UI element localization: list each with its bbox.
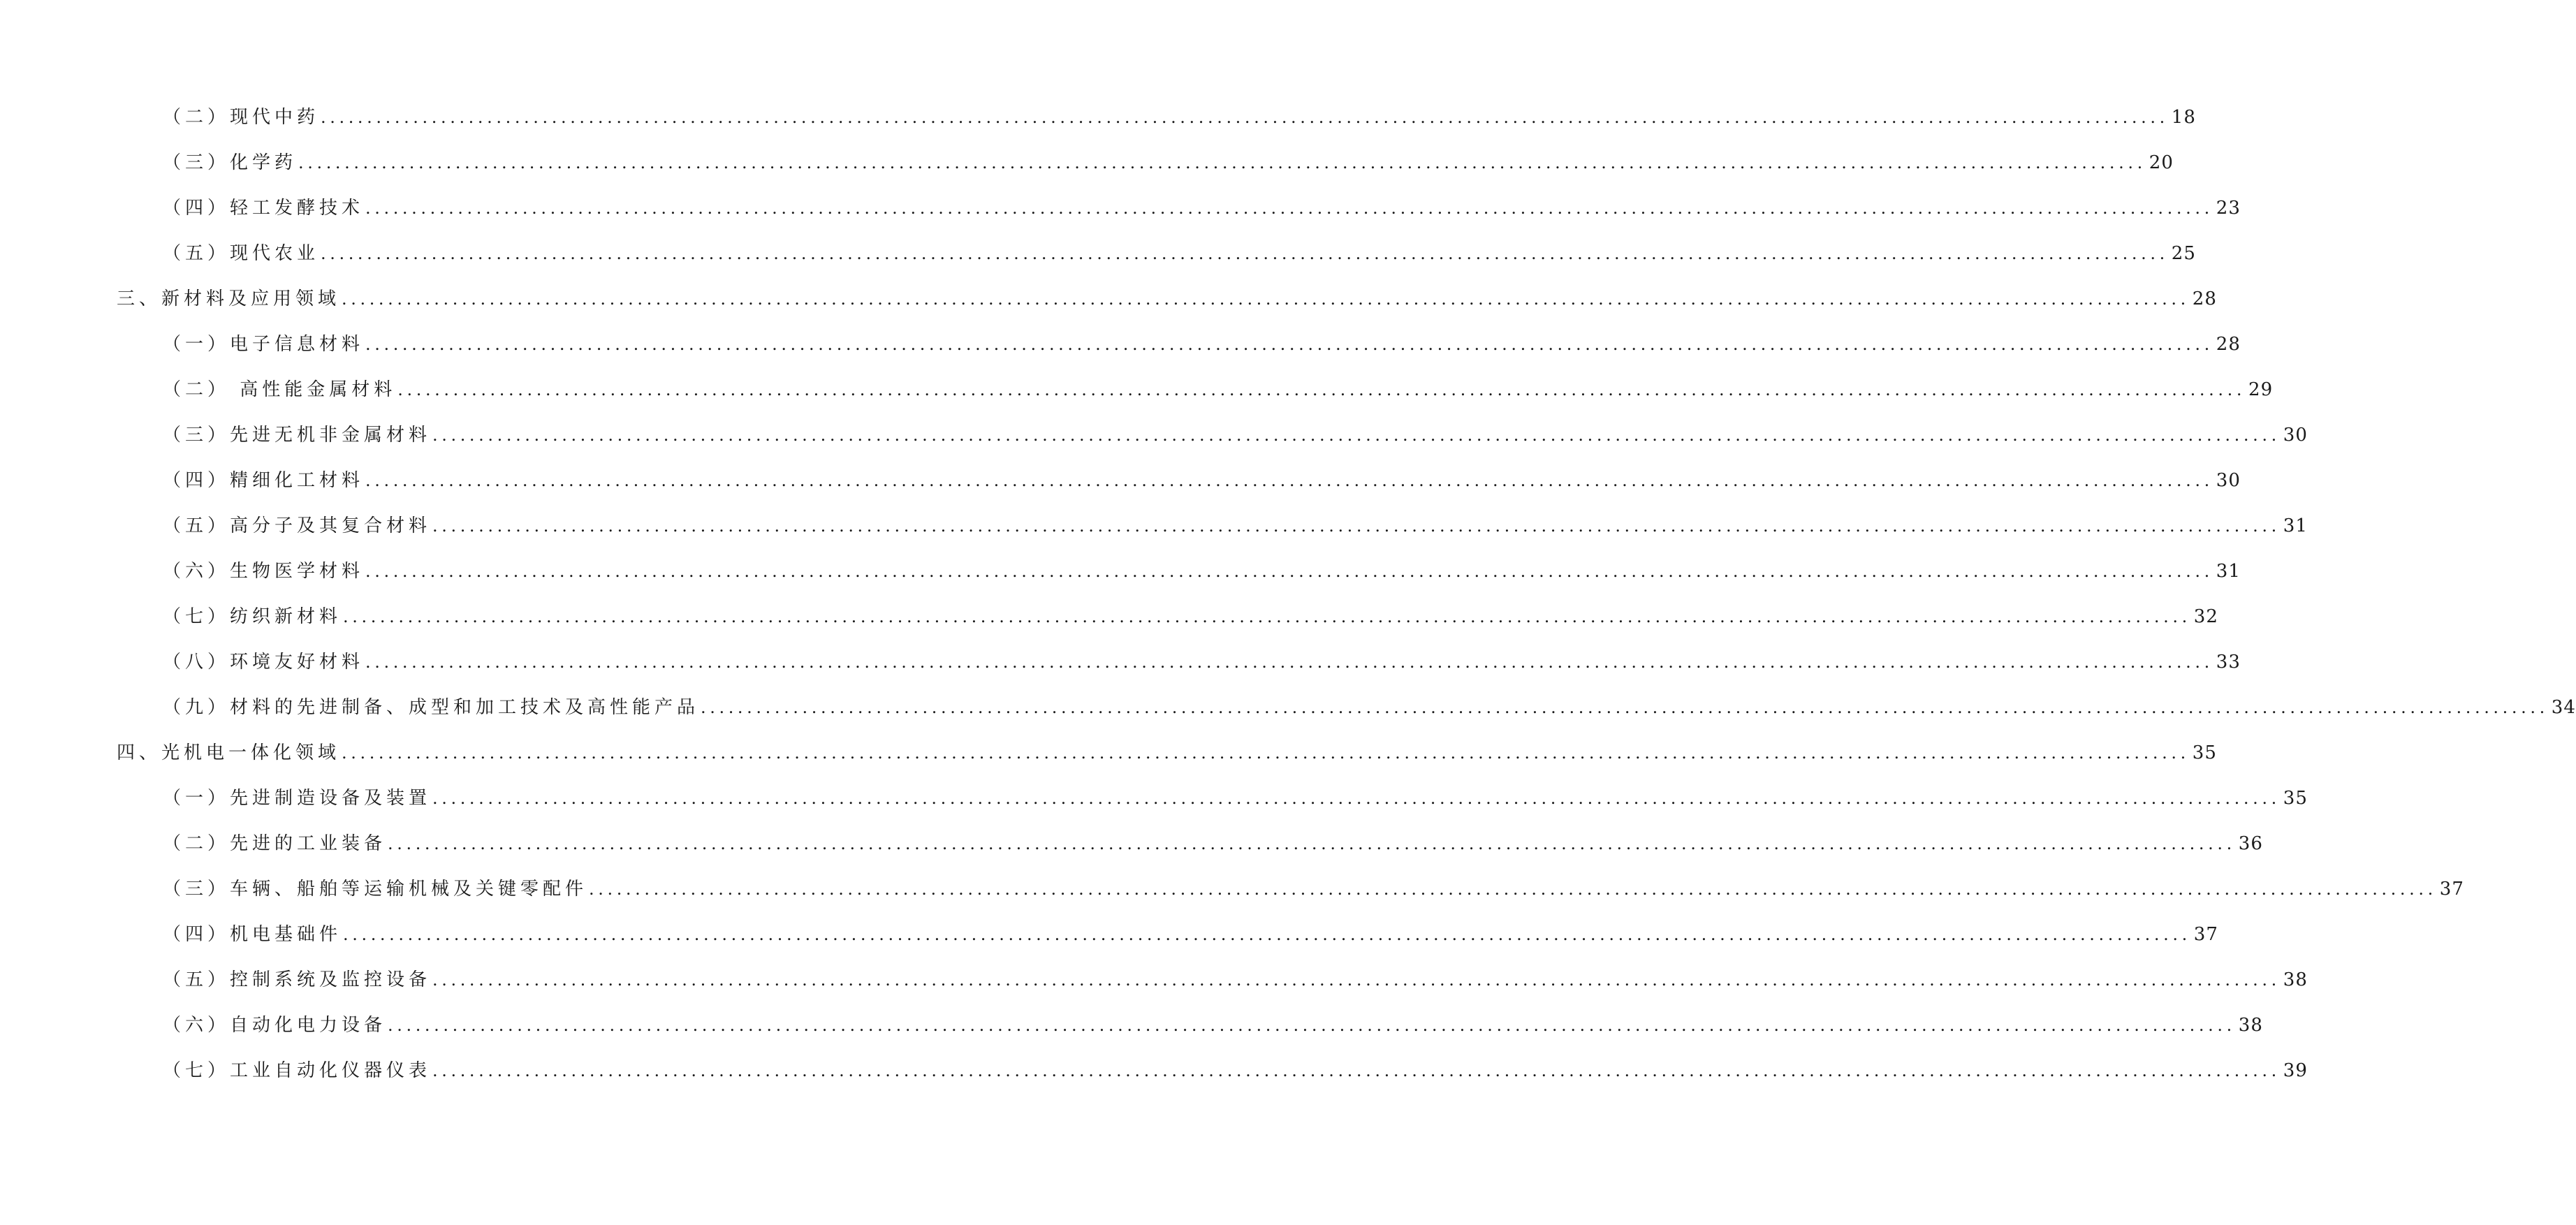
toc-page-number: 35 — [2192, 742, 2217, 763]
toc-subsection-entry[interactable] — [0, 379, 2274, 424]
toc-dot-leader: ........................................................................................................................................................................................................ — [343, 607, 2191, 626]
toc-subsection-entry[interactable] — [0, 787, 2308, 832]
toc-entry-title: （三）车辆、船舶等运输机械及关键零配件 — [163, 879, 588, 900]
toc-entry-title: （七）纺织新材料 — [163, 606, 342, 627]
toc-page-number: 38 — [2283, 969, 2308, 990]
toc-dot-leader: ........................................................................................................................................................................................................ — [701, 698, 2549, 717]
toc-entry-title: （一）先进制造设备及装置 — [163, 788, 432, 809]
toc-entry-title: （二） 高性能金属材料 — [163, 379, 397, 400]
toc-entry-title: （三）化学药 — [163, 152, 298, 173]
toc-dot-leader: ........................................................................................................................................................................................................ — [432, 970, 2281, 990]
toc-page-number: 37 — [2193, 924, 2218, 945]
toc-page-number: 20 — [2149, 152, 2174, 173]
toc-section-entry[interactable] — [0, 288, 2217, 333]
toc-page-number: 32 — [2193, 606, 2218, 627]
toc-dot-leader: ........................................................................................................................................................................................................ — [365, 198, 2213, 218]
toc-dot-leader: ........................................................................................................................................................................................................ — [388, 834, 2236, 853]
toc-subsection-entry[interactable] — [0, 969, 2308, 1014]
toc-page-number: 37 — [2439, 879, 2464, 900]
toc-subsection-entry[interactable] — [0, 878, 2464, 923]
toc-page-number: 34 — [2551, 697, 2576, 718]
toc-subsection-entry[interactable] — [0, 242, 2196, 288]
toc-entry-title: （七）工业自动化仪器仪表 — [163, 1060, 432, 1081]
toc-subsection-entry[interactable] — [0, 651, 2241, 696]
toc-section-entry[interactable] — [0, 742, 2217, 787]
toc-page-number: 30 — [2283, 425, 2308, 446]
toc-subsection-entry[interactable] — [0, 1059, 2308, 1105]
toc-entry-title: （六）生物医学材料 — [163, 561, 365, 582]
toc-subsection-entry[interactable] — [0, 923, 2218, 969]
toc-dot-leader: ........................................................................................................................................................................................................ — [343, 925, 2191, 944]
toc-dot-leader: ........................................................................................................................................................................................................ — [365, 471, 2213, 490]
toc-dot-leader: ........................................................................................................................................................................................................ — [342, 289, 2190, 309]
toc-entry-title: （一）电子信息材料 — [163, 334, 365, 355]
toc-entry-title: （五）控制系统及监控设备 — [163, 969, 432, 990]
toc-entry-title: （二）现代中药 — [163, 107, 320, 128]
toc-page-number: 38 — [2238, 1015, 2263, 1036]
toc-entry-title: （三）先进无机非金属材料 — [163, 425, 432, 446]
toc-dot-leader: ........................................................................................................................................................................................................ — [342, 743, 2190, 763]
toc-dot-leader: ........................................................................................................................................................................................................ — [321, 108, 2169, 127]
toc-subsection-entry[interactable] — [0, 515, 2308, 560]
table-of-contents — [0, 106, 2576, 1105]
toc-page-number: 28 — [2216, 334, 2241, 355]
toc-dot-leader: ........................................................................................................................................................................................................ — [432, 1061, 2281, 1080]
toc-dot-leader: ........................................................................................................................................................................................................ — [365, 562, 2213, 581]
toc-dot-leader: ........................................................................................................................................................................................................ — [397, 380, 2246, 399]
toc-subsection-entry[interactable] — [0, 424, 2308, 469]
toc-dot-leader: ........................................................................................................................................................................................................ — [432, 788, 2281, 808]
toc-dot-leader: ........................................................................................................................................................................................................ — [589, 879, 2437, 899]
toc-subsection-entry[interactable] — [0, 696, 2576, 742]
toc-dot-leader: ........................................................................................................................................................................................................ — [365, 652, 2213, 672]
toc-entry-title: （四）机电基础件 — [163, 924, 342, 945]
toc-entry-title: （五）高分子及其复合材料 — [163, 515, 432, 536]
toc-page-number: 31 — [2283, 515, 2308, 536]
toc-entry-title: （四）轻工发酵技术 — [163, 198, 365, 219]
toc-page-number: 31 — [2216, 561, 2241, 582]
toc-entry-title: （九）材料的先进制备、成型和加工技术及高性能产品 — [163, 697, 700, 718]
toc-page-number: 23 — [2216, 198, 2241, 219]
toc-page-number: 36 — [2238, 833, 2263, 854]
toc-subsection-entry[interactable] — [0, 832, 2263, 878]
toc-dot-leader: ........................................................................................................................................................................................................ — [298, 153, 2146, 173]
toc-subsection-entry[interactable] — [0, 606, 2218, 651]
toc-subsection-entry[interactable] — [0, 197, 2241, 242]
toc-subsection-entry[interactable] — [0, 152, 2174, 197]
toc-entry-title: 三、新材料及应用领域 — [117, 288, 341, 309]
toc-entry-title: （六）自动化电力设备 — [163, 1015, 387, 1036]
toc-subsection-entry[interactable] — [0, 1014, 2263, 1059]
toc-subsection-entry[interactable] — [0, 469, 2241, 515]
toc-entry-title: （二）先进的工业装备 — [163, 833, 387, 854]
toc-page-number: 33 — [2216, 652, 2241, 673]
toc-dot-leader: ........................................................................................................................................................................................................ — [365, 335, 2213, 354]
toc-dot-leader: ........................................................................................................................................................................................................ — [321, 244, 2169, 263]
toc-subsection-entry[interactable] — [0, 560, 2241, 606]
toc-page-number: 39 — [2283, 1060, 2308, 1081]
toc-dot-leader: ........................................................................................................................................................................................................ — [388, 1015, 2236, 1035]
toc-entry-title: （五）现代农业 — [163, 243, 320, 264]
toc-page-number: 25 — [2171, 243, 2196, 264]
toc-page-number: 29 — [2248, 379, 2274, 400]
toc-dot-leader: ........................................................................................................................................................................................................ — [432, 516, 2281, 536]
toc-dot-leader: ........................................................................................................................................................................................................ — [432, 425, 2281, 445]
toc-entry-title: （四）精细化工材料 — [163, 470, 365, 491]
toc-page-number: 30 — [2216, 470, 2241, 491]
toc-page-number: 28 — [2192, 288, 2217, 309]
toc-subsection-entry[interactable] — [0, 106, 2196, 152]
toc-subsection-entry[interactable] — [0, 333, 2241, 379]
toc-entry-title: （八）环境友好材料 — [163, 652, 365, 673]
toc-entry-title: 四、光机电一体化领域 — [117, 742, 341, 763]
toc-page-number: 18 — [2171, 107, 2196, 128]
toc-page-number: 35 — [2283, 788, 2308, 809]
